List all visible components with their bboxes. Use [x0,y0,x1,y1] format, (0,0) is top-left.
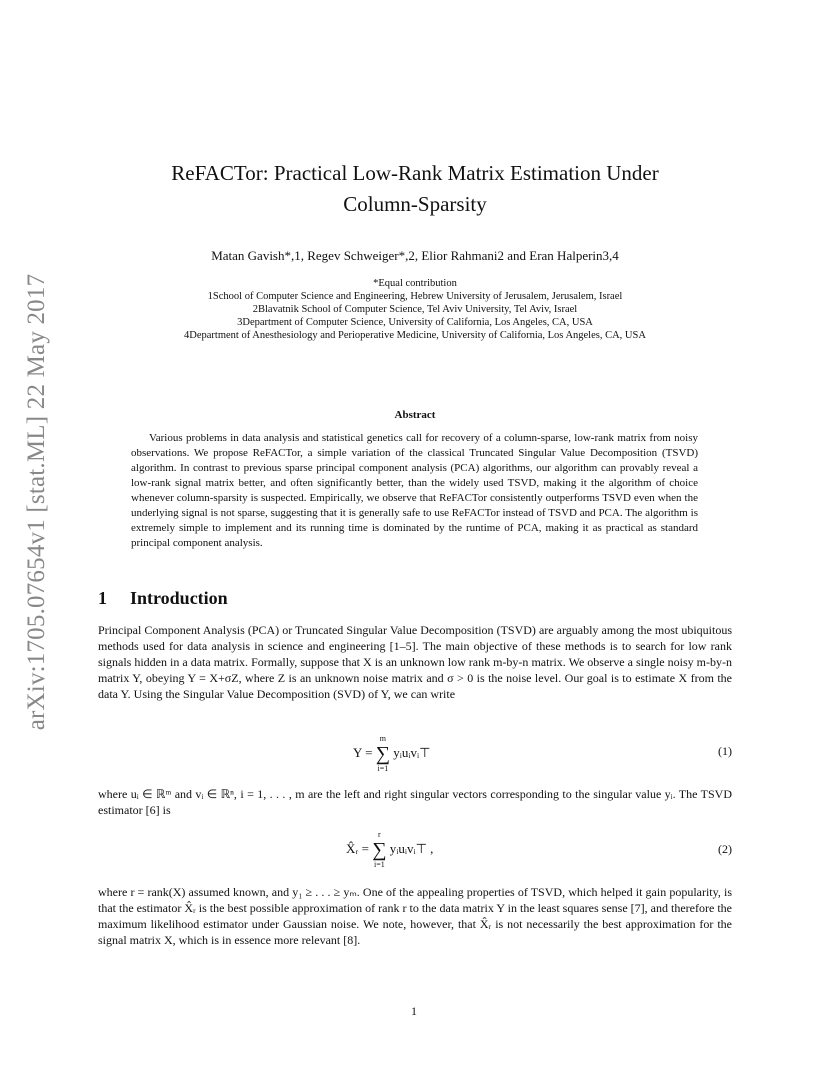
affiliation: 3Department of Computer Science, University of California, Los Angeles, CA, USA [237,317,593,328]
affiliations [98,277,732,342]
title-line-1: ReFACTor: Practical Low-Rank Matrix Estimation Under [171,161,659,185]
section-title: Introduction [130,588,228,608]
eq1-lhs: Y = [353,744,373,760]
arxiv-id: arXiv:1705.07654v1 [stat.ML] 22 May 2017 [23,273,50,731]
affiliation: 4Department of Anesthesiology and Perioperative Medicine, University of California, Los Angeles, CA, USA [184,330,646,341]
eq2-term: yᵢuᵢvᵢ⊤ , [389,840,434,856]
eq2-tag: (2) [718,842,732,856]
intro-paragraph-2: where uᵢ ∈ ℝᵐ and vᵢ ∈ ℝⁿ, i = 1, . . . , m are the left and right singular vectors corresponding to the singular value yᵢ. The TSVD estimator [6] is [98,787,732,817]
title-line-2: Column-Sparsity [343,192,487,216]
sum-symbol: m ∑ i=1 [375,734,391,773]
eq1-tag: (1) [718,744,732,758]
eq2-lhs: X̂ᵣ = [346,840,369,856]
equation-1 [98,734,732,774]
abstract-heading: Abstract [394,409,436,421]
section-number: 1 [98,588,107,608]
authors: Matan Gavish*,1, Regev Schweiger*,2, Elior Rahmani2 and Eran Halperin3,4 [211,248,619,263]
intro-paragraph-1: Principal Component Analysis (PCA) or Truncated Singular Value Decomposition (TSVD) are arguably among the most ubiquitous methods used for data analysis in science and engineering [1–5]. The main objective of these methods is to search for low rank signals hidden in a data matrix. Formally, suppose that X is an unknown low rank m-by-n matrix. We observe a single noisy m-by-n matrix Y, obeying Y = X+σZ, where Z is an unknown noise matrix and σ > 0 is the noise level. Our goal is to estimate X from the data Y. Using the Singular Value Decomposition (SVD) of Y, we can write [98,623,732,701]
page-number: 1 [411,1004,417,1018]
paper-title [98,158,732,220]
affiliation: 1School of Computer Science and Engineering, Hebrew University of Jerusalem, Jerusalem, Israel [207,291,623,302]
abstract-text: Various problems in data analysis and statistical genetics call for recovery of a column-sparse, low-rank matrix from noisy observations. We propose ReFACTor, a simple variation of the classical Truncated Singular Value Decomposition (TSVD) algorithm. In contrast to previous sparse principal component analysis (PCA) algorithms, our algorithm can provably reveal a low-rank signal matrix better, and often significantly better, than the widely used TSVD, making it the algorithm of choice whenever column-sparsity is suspected. Empirically, we observe that ReFACTor consistently outperforms TSVD even when the underlying signal is not sparse, suggesting that it is generally safe to use ReFACTor instead of TSVD and PCA. The algorithm is extremely simple to implement and its running time is dominated by the runtime of PCA, making it as practical as standard principal component analysis. [131,432,698,549]
affiliation: 2Blavatnik School of Computer Science, Tel Aviv University, Tel Aviv, Israel [252,304,578,315]
equation-2 [98,830,732,870]
sum-symbol: r ∑ i=1 [372,830,387,869]
eq1-term: yᵢuᵢvᵢ⊤ [393,744,431,760]
affiliation: *Equal contribution [373,278,457,289]
section-heading [98,588,228,609]
intro-paragraph-3: where r = rank(X) assumed known, and y₁ ≥ . . . ≥ yₘ. One of the appealing properties of TSVD, which helped it gain popularity, is that the estimator X̂ᵣ is the best possible approximation of rank r to the data matrix Y in the least squares sense [7], and therefore the maximum likelihood estimator under Gaussian noise. We note, however, that X̂ᵣ is not necessarily the best approximation for the signal matrix X, which is in essence more relevant [8]. [98,885,732,947]
arxiv-sidebar [12,270,62,750]
